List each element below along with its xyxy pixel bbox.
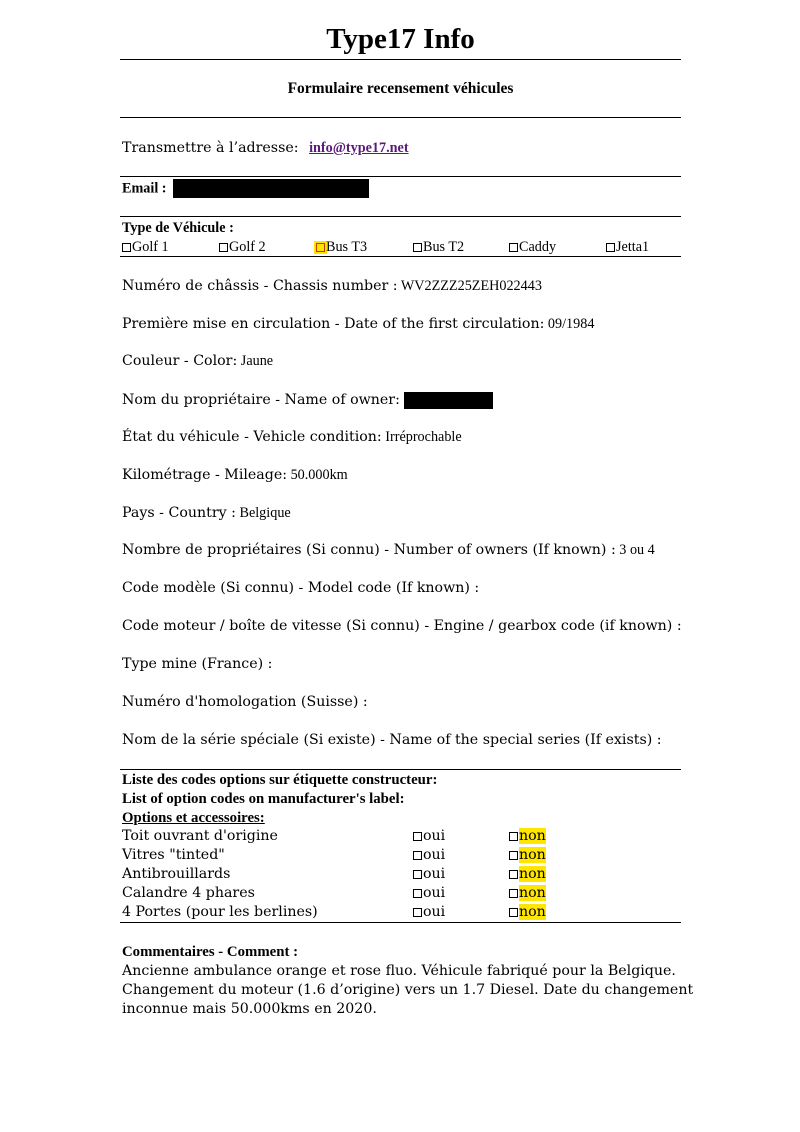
option-yes[interactable]: oui bbox=[413, 903, 445, 922]
option-label: 4 Portes (pour les berlines) bbox=[122, 904, 318, 920]
vehicle-option-caddy[interactable]: Caddy bbox=[509, 238, 556, 257]
checkbox-icon[interactable] bbox=[413, 832, 422, 841]
field-condition: État du véhicule - Vehicle condition: Irréprochable bbox=[122, 429, 462, 445]
checkbox-icon[interactable] bbox=[413, 851, 422, 860]
checkbox-icon[interactable] bbox=[509, 832, 518, 841]
field-mileage: Kilométrage - Mileage: 50.000km bbox=[122, 467, 348, 483]
vehicle-option-golf1[interactable]: Golf 1 bbox=[122, 238, 169, 257]
divider bbox=[120, 176, 681, 177]
checkbox-icon[interactable] bbox=[509, 889, 518, 898]
checkbox-checked-icon[interactable] bbox=[316, 243, 325, 252]
option-label: Vitres "tinted" bbox=[122, 847, 225, 863]
checkbox-icon[interactable] bbox=[413, 870, 422, 879]
vehicle-option-bus-t2[interactable]: Bus T2 bbox=[413, 238, 464, 257]
checkbox-icon[interactable] bbox=[413, 243, 422, 252]
page-subtitle: Formulaire recensement véhicules bbox=[287, 80, 514, 97]
divider bbox=[120, 256, 681, 257]
option-label: Toit ouvrant d'origine bbox=[122, 828, 278, 844]
checkbox-icon[interactable] bbox=[509, 908, 518, 917]
option-no[interactable]: non bbox=[509, 827, 546, 846]
options-heading-fr: Liste des codes options sur étiquette constructeur: bbox=[122, 772, 438, 788]
option-yes[interactable]: oui bbox=[413, 884, 445, 903]
option-no[interactable]: non bbox=[509, 903, 546, 922]
checkbox-icon[interactable] bbox=[509, 851, 518, 860]
option-yes[interactable]: oui bbox=[413, 827, 445, 846]
divider bbox=[120, 216, 681, 217]
comment-line: Changement du moteur (1.6 d’origine) vers un 1.7 Diesel. Date du changement bbox=[122, 982, 694, 998]
field-owners-count: Nombre de propriétaires (Si connu) - Number of owners (If known) : 3 ou 4 bbox=[122, 542, 655, 558]
vehicle-option-bus-t3[interactable]: Bus T3 bbox=[316, 238, 367, 257]
field-special-series: Nom de la série spéciale (Si existe) - Name of the special series (If exists) : bbox=[122, 732, 662, 748]
vehicle-type-label: Type de Véhicule : bbox=[122, 220, 234, 236]
checkbox-icon[interactable] bbox=[606, 243, 615, 252]
option-yes[interactable]: oui bbox=[413, 865, 445, 884]
vehicle-option-golf2[interactable]: Golf 2 bbox=[219, 238, 266, 257]
divider bbox=[120, 117, 681, 118]
option-no[interactable]: non bbox=[509, 846, 546, 865]
option-no[interactable]: non bbox=[509, 865, 546, 884]
redacted-email bbox=[173, 179, 369, 198]
checkbox-icon[interactable] bbox=[509, 243, 518, 252]
field-homologation: Numéro d'homologation (Suisse) : bbox=[122, 694, 368, 710]
comments-label: Commentaires - Comment : bbox=[122, 944, 299, 960]
divider bbox=[120, 922, 681, 923]
checkbox-icon[interactable] bbox=[413, 908, 422, 917]
field-chassis: Numéro de châssis - Chassis number : WV2ZZZ25ZEH022443 bbox=[122, 278, 542, 294]
divider bbox=[120, 59, 681, 60]
transmit-label: Transmettre à l’adresse: bbox=[122, 140, 299, 156]
checkbox-icon[interactable] bbox=[122, 243, 131, 252]
divider bbox=[120, 769, 681, 770]
field-country: Pays - Country : Belgique bbox=[122, 505, 291, 521]
field-engine-code: Code moteur / boîte de vitesse (Si connu) - Engine / gearbox code (if known) : bbox=[122, 618, 682, 634]
redacted-owner bbox=[404, 392, 493, 409]
checkbox-icon[interactable] bbox=[413, 889, 422, 898]
field-color: Couleur - Color: Jaune bbox=[122, 353, 274, 369]
field-first-circulation: Première mise en circulation - Date of the first circulation: 09/1984 bbox=[122, 316, 595, 332]
option-no[interactable]: non bbox=[509, 884, 546, 903]
transmit-row bbox=[122, 139, 409, 158]
option-label: Antibrouillards bbox=[122, 866, 231, 882]
email-label: Email : bbox=[122, 180, 167, 197]
option-yes[interactable]: oui bbox=[413, 846, 445, 865]
field-model-code: Code modèle (Si connu) - Model code (If known) : bbox=[122, 580, 480, 596]
comment-line: inconnue mais 50.000kms en 2020. bbox=[122, 1001, 377, 1017]
comment-line: Ancienne ambulance orange et rose fluo. Véhicule fabriqué pour la Belgique. bbox=[122, 963, 676, 979]
page-title: Type17 Info bbox=[326, 23, 475, 55]
email-row bbox=[122, 179, 369, 199]
vehicle-option-jetta1[interactable]: Jetta1 bbox=[606, 238, 649, 257]
field-owner-name: Nom du propriétaire - Name of owner: bbox=[122, 391, 493, 410]
checkbox-icon[interactable] bbox=[219, 243, 228, 252]
field-type-mine: Type mine (France) : bbox=[122, 656, 273, 672]
option-label: Calandre 4 phares bbox=[122, 885, 255, 901]
options-subheading: Options et accessoires: bbox=[122, 810, 265, 826]
options-heading-en: List of option codes on manufacturer's label: bbox=[122, 791, 405, 807]
checkbox-icon[interactable] bbox=[509, 870, 518, 879]
email-link[interactable]: info@type17.net bbox=[309, 140, 409, 156]
